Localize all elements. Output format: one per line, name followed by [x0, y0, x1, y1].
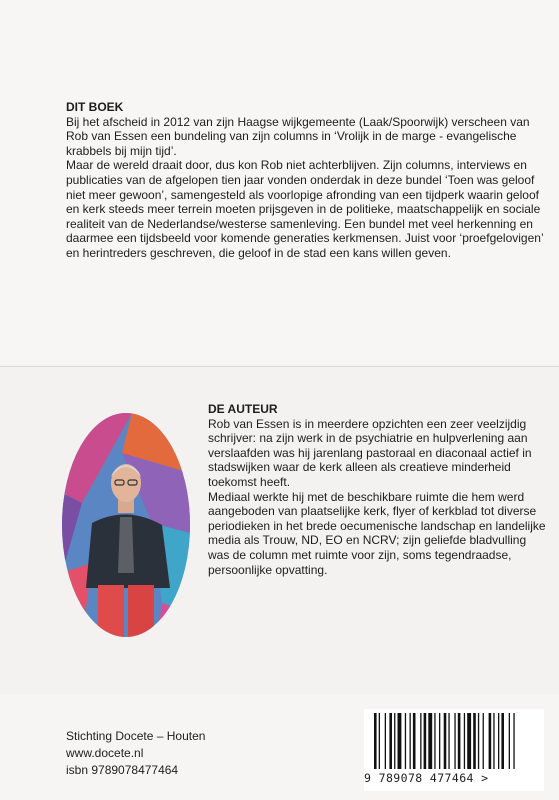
barcode-bar [394, 713, 395, 769]
barcode-bar [464, 713, 465, 769]
barcode-bar [483, 713, 484, 769]
barcode-bar [498, 713, 499, 769]
barcode-bar [444, 713, 447, 769]
barcode-bar [473, 713, 476, 769]
de-auteur-heading: DE AUTEUR [208, 402, 278, 416]
dit-boek-paragraph-2: Maar de wereld draait door, dus kon Rob niet achterblijven. Zijn columns, interviews en publicaties van de afgelopen tien jaar vonden onderdak in deze bundel ‘Toen was geloof niet meer gewoon’, samengesteld als voorlopige afronding van een tijdperk waarin geloof en kerk steeds meer terrein moeten prijsgeven in de politieke, maatschappelijk en sociale realiteit van de Nederlandse/westerse samenleving. Een bundel met veel herkenning en daarmee een tijdsbeeld voor komende generaties kerkmensen. Juist voor ‘proefgelovigen’ en herintreders geschreven, die geloof in de stad een kans willen geven. [66, 158, 544, 260]
isbn-barcode [364, 709, 544, 791]
barcode-bar [509, 713, 510, 769]
barcode-digits: 9 789078 477464 > [364, 771, 489, 785]
barcode-bar [428, 713, 432, 769]
de-auteur-paragraph-2: Mediaal werkte hij met de beschikbare ruimte die hem werd aangeboden van plaatselijke kerk, flyer of kerkblad tot diverse periodieken in het brede oecumenische landschap en landelijke media als Trouw, ND, EO en NCRV; zijn geliefde bladvulling was de column met ruimte voor zijn, soms tegendraadse, persoonlijke opvatting. [208, 489, 546, 577]
barcode-bar [439, 713, 440, 769]
author-portrait-illustration [62, 413, 190, 637]
barcode-bar [467, 713, 471, 769]
barcode-bar [489, 713, 492, 769]
author-portrait [62, 413, 190, 637]
dit-boek-section [66, 100, 546, 261]
barcode-bars [370, 713, 538, 769]
barcode-bar [379, 713, 380, 769]
publisher-website: www.docete.nl [66, 746, 144, 760]
isbn-number: isbn 9789078477464 [66, 763, 179, 777]
barcode-bar [405, 713, 406, 769]
barcode-bar [420, 713, 421, 769]
publisher-name: Stichting Docete – Houten [66, 729, 206, 743]
barcode-bar [398, 713, 402, 769]
barcode-bar [493, 713, 494, 769]
dit-boek-paragraph-1: Bij het afscheid in 2012 van zijn Haagse wijkgemeente (Laak/Spoorwijk) verscheen van Rob van Essen een bundeling van zijn columns in ‘Vrolijk in de marge - evangelische krabbels bij mijn tijd’. [66, 114, 530, 158]
colophon [66, 728, 205, 779]
barcode-bar [501, 713, 504, 769]
barcode-bar [385, 713, 386, 769]
barcode-bar [454, 713, 455, 769]
barcode-bar [413, 713, 416, 769]
barcode-bar [513, 713, 514, 769]
de-auteur-paragraph-1: Rob van Essen is in meerdere opzichten een zeer veelzijdig schrijver: na zijn werk in de psychiatrie en hulpverlening aan verslaafden was hij jarenlang pastoraal en diaconaal actief in stadswijken waar de kerk alleen als creatieve minderheid toekomst heeft. [208, 416, 532, 489]
barcode-bar [478, 713, 479, 769]
barcode-bar [410, 713, 411, 769]
barcode-bar [448, 713, 449, 769]
barcode-bar [374, 713, 377, 769]
barcode-bar [458, 713, 461, 769]
barcode-bar [424, 713, 427, 769]
dit-boek-heading: DIT BOEK [66, 100, 124, 114]
barcode-bar [434, 713, 435, 769]
barcode-bar [389, 713, 392, 769]
de-auteur-section [208, 402, 548, 577]
